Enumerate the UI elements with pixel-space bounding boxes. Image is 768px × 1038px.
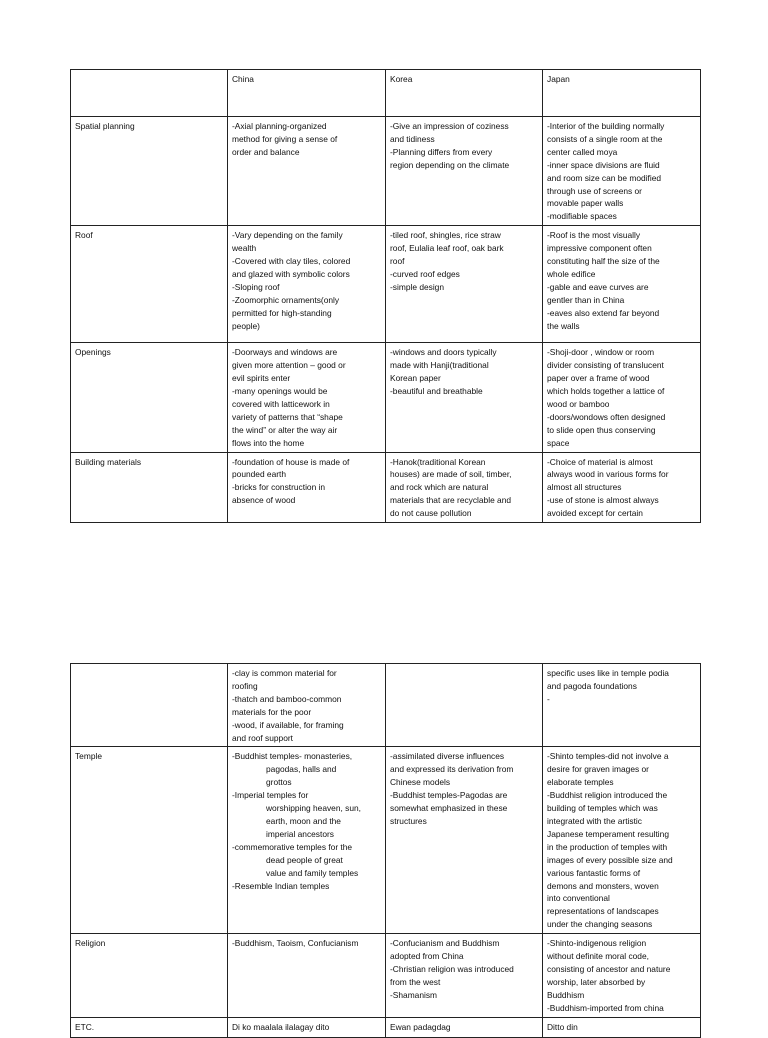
cell-line: absence of wood (232, 495, 296, 506)
cell-line: -bricks for construction in (232, 482, 326, 493)
cell-line: Japanese temperament resulting (547, 828, 669, 839)
cell-line: -beautiful and breathable (390, 385, 483, 396)
cell-line: into conventional (547, 893, 610, 904)
cell-line: -clay is common material for (232, 668, 337, 678)
cell-line: without definite moral code, (547, 951, 649, 962)
china-cell (228, 226, 386, 343)
cell-line: -Give an impression of coziness (390, 121, 509, 131)
cell-line: -Shamanism (390, 989, 438, 1000)
cell-line: -Interior of the building normally (547, 121, 665, 131)
cell-line: -doors/wondows often designed (547, 411, 666, 422)
cell-line: covered with latticework in (232, 398, 330, 409)
cell-line: and rock which are natural (390, 482, 489, 493)
cell-line: in the production of temples with (547, 841, 668, 852)
cell-line: -modifiable spaces (547, 211, 617, 222)
cell-line: permitted for high-standing (232, 307, 332, 318)
korea-cell (386, 452, 543, 523)
cell-line: gentler than in China (547, 294, 625, 305)
header-empty-cell (71, 70, 228, 117)
cell-line: materials for the poor (232, 706, 312, 717)
row-label-cell (71, 343, 228, 452)
cell-line: people) (232, 320, 260, 331)
cell-line: constituting half the size of the (547, 256, 660, 267)
cell-line: -Buddhism, Taoism, Confucianism (232, 938, 359, 949)
cell-line: -Buddhist temples- monasteries, (232, 751, 353, 762)
row-label-cell (71, 664, 228, 747)
cell-line: worshipping heaven, sun, (266, 803, 361, 814)
cell-line: -Choice of material is almost (547, 456, 653, 467)
row-label: ETC. (75, 1021, 95, 1032)
china-cell (228, 747, 386, 934)
row-label-cell (71, 452, 228, 523)
cell-line: -assimilated diverse influences (390, 751, 505, 762)
row-label-cell (71, 226, 228, 343)
cell-line: imperial ancestors (266, 828, 334, 839)
cell-line: roof, Eulalia leaf roof, oak bark (390, 243, 504, 254)
row-label: Building materials (75, 456, 142, 467)
cell-line: integrated with the artistic (547, 815, 642, 826)
cell-line: building of temples which was (547, 803, 658, 814)
table-row-temple (71, 747, 701, 934)
row-label-cell (71, 1017, 228, 1037)
table-row-blank (71, 664, 701, 747)
cell-line: evil spirits enter (232, 373, 291, 384)
cell-line: and tidiness (390, 133, 435, 144)
cell-line: -eaves also extend far beyond (547, 307, 660, 318)
cell-line: -many openings would be (232, 385, 328, 396)
cell-line: and roof support (232, 732, 293, 743)
cell-line: -Covered with clay tiles, colored (232, 256, 351, 267)
japan-cell (543, 117, 701, 226)
cell-line: pagodas, halls and (266, 764, 337, 775)
table-row-roof (71, 226, 701, 343)
cell-line: movable paper walls (547, 198, 624, 209)
cell-line: consisting of ancestor and nature (547, 963, 671, 974)
cell-line: -thatch and bamboo-common (232, 693, 342, 704)
korea-cell (386, 747, 543, 934)
cell-line: -Resemble Indian temples (232, 880, 330, 891)
cell-line: -Doorways and windows are (232, 347, 338, 358)
cell-line: roof (390, 256, 405, 267)
row-label: Temple (75, 751, 102, 762)
korea-cell (386, 664, 543, 747)
cell-line: and pagoda foundations (547, 680, 637, 691)
cell-line: -Shinto-indigenous religion (547, 938, 647, 949)
cell-line: consists of a single room at the (547, 133, 663, 144)
cell-line: -simple design (390, 281, 444, 292)
row-label: Spatial planning (75, 121, 135, 131)
cell-line: elaborate temples (547, 777, 614, 788)
table-row-religion (71, 934, 701, 1017)
korea-cell (386, 343, 543, 452)
cell-line: given more attention – good or (232, 360, 346, 371)
china-cell (228, 343, 386, 452)
cell-line: -Shoji-door , window or room (547, 347, 655, 358)
cell-line: Di ko maalala ilalagay dito (232, 1021, 330, 1032)
cell-line: impressive component often (547, 243, 652, 254)
header-china: China (228, 70, 386, 117)
cell-line: order and balance (232, 146, 300, 157)
cell-line: Chinese models (390, 777, 451, 788)
cell-line: -wood, if available, for framing (232, 719, 344, 730)
china-cell (228, 1017, 386, 1037)
cell-line: - (547, 693, 550, 704)
cell-line: -Buddhism-imported from china (547, 1002, 664, 1013)
cell-line: -Buddhist temples-Pagodas are (390, 790, 508, 801)
cell-line: -Zoomorphic ornaments(only (232, 294, 340, 305)
china-cell (228, 117, 386, 226)
row-label: Religion (75, 938, 106, 949)
cell-line: various fantastic forms of (547, 867, 641, 878)
cell-line: -Vary depending on the family (232, 230, 343, 241)
cell-line: earth, moon and the (266, 815, 341, 826)
cell-line: do not cause pollution (390, 508, 472, 519)
korea-cell (386, 117, 543, 226)
table-header-row (71, 70, 701, 117)
japan-cell (543, 452, 701, 523)
cell-line: made with Hanji(traditional (390, 360, 489, 371)
header-korea: Korea (386, 70, 543, 117)
cell-line: value and family temples (266, 867, 359, 878)
china-cell (228, 664, 386, 747)
row-label: Roof (75, 230, 93, 241)
cell-line: method for giving a sense of (232, 133, 338, 144)
comparison-table-top (70, 69, 701, 523)
cell-line: variety of patterns that “shape (232, 411, 343, 422)
cell-line: somewhat emphasized in these (390, 803, 508, 814)
japan-cell (543, 664, 701, 747)
cell-line: demons and monsters, woven (547, 880, 659, 891)
cell-line: desire for graven images or (547, 764, 649, 775)
cell-line: wood or bamboo (547, 398, 610, 409)
cell-line: -Hanok(traditional Korean (390, 456, 486, 467)
cell-line: paper over a frame of wood (547, 373, 650, 384)
cell-line: -Shinto temples-did not involve a (547, 751, 669, 762)
cell-line: -windows and doors typically (390, 347, 497, 358)
cell-line: from the west (390, 976, 441, 987)
cell-line: -Sloping roof (232, 281, 280, 292)
cell-line: divider consisting of translucent (547, 360, 664, 371)
cell-line: and room size can be modified (547, 172, 662, 183)
cell-line: avoided except for certain (547, 508, 643, 519)
cell-line: roofing (232, 680, 258, 691)
cell-line: structures (390, 815, 427, 826)
cell-line: dead people of great (266, 854, 343, 865)
cell-line: always wood in various forms for (547, 469, 669, 480)
row-label: Openings (75, 347, 111, 358)
row-label-cell (71, 117, 228, 226)
cell-line: Buddhism (547, 989, 585, 1000)
cell-line: -tiled roof, shingles, rice straw (390, 230, 501, 241)
table-row-spatial-planning (71, 117, 701, 226)
cell-line: grottos (266, 777, 292, 788)
cell-line: to slide open thus conserving (547, 424, 656, 435)
cell-line: -inner space divisions are fluid (547, 159, 660, 170)
cell-line: representations of landscapes (547, 906, 659, 917)
cell-line: and glazed with symbolic colors (232, 268, 350, 279)
japan-cell (543, 226, 701, 343)
korea-cell (386, 1017, 543, 1037)
korea-cell (386, 934, 543, 1017)
cell-line: -Imperial temples for (232, 790, 309, 801)
cell-line: -foundation of house is made of (232, 456, 350, 467)
table-row-building-materials (71, 452, 701, 523)
cell-line: whole edifice (547, 268, 596, 279)
cell-line: adopted from China (390, 951, 464, 962)
japan-cell (543, 747, 701, 934)
cell-line: specific uses like in temple podia (547, 668, 669, 678)
cell-line: wealth (232, 243, 257, 254)
cell-line: -Planning differs from every (390, 146, 493, 157)
japan-cell (543, 343, 701, 452)
korea-cell (386, 226, 543, 343)
cell-line: center called moya (547, 146, 618, 157)
japan-cell (543, 1017, 701, 1037)
cell-line: the walls (547, 320, 580, 331)
table-row-openings (71, 343, 701, 452)
cell-line: through use of screens or (547, 185, 642, 196)
cell-line: Ditto din (547, 1021, 578, 1032)
cell-line: -commemorative temples for the (232, 841, 353, 852)
cell-line: flows into the home (232, 437, 305, 448)
table-row-etc (71, 1017, 701, 1037)
cell-line: and expressed its derivation from (390, 764, 514, 775)
cell-line: almost all structures (547, 482, 622, 493)
cell-line: pounded earth (232, 469, 287, 480)
cell-line: materials that are recyclable and (390, 495, 512, 506)
cell-line: -Christian religion was introduced (390, 963, 514, 974)
china-cell (228, 452, 386, 523)
cell-line: worship, later absorbed by (547, 976, 646, 987)
cell-line: region depending on the climate (390, 159, 510, 170)
cell-line: Korean paper (390, 373, 441, 384)
cell-line: -curved roof edges (390, 268, 460, 279)
cell-line: -use of stone is almost always (547, 495, 659, 506)
cell-line: -Confucianism and Buddhism (390, 938, 500, 949)
row-label-cell (71, 934, 228, 1017)
cell-line: -Axial planning-organized (232, 121, 327, 131)
cell-line: space (547, 437, 570, 448)
cell-line: houses) are made of soil, timber, (390, 469, 512, 480)
cell-line: Ewan padagdag (390, 1021, 451, 1032)
cell-line: -Roof is the most visually (547, 230, 641, 241)
japan-cell (543, 934, 701, 1017)
row-label-cell (71, 747, 228, 934)
header-japan: Japan (543, 70, 701, 117)
cell-line: -Buddhist religion introduced the (547, 790, 668, 801)
cell-line: the wind” or alter the way air (232, 424, 338, 435)
cell-line: images of every possible size and (547, 854, 673, 865)
comparison-table-bottom (70, 663, 701, 1038)
cell-line: -gable and eave curves are (547, 281, 649, 292)
cell-line: which holds together a lattice of (547, 385, 665, 396)
cell-line: under the changing seasons (547, 919, 653, 930)
china-cell (228, 934, 386, 1017)
